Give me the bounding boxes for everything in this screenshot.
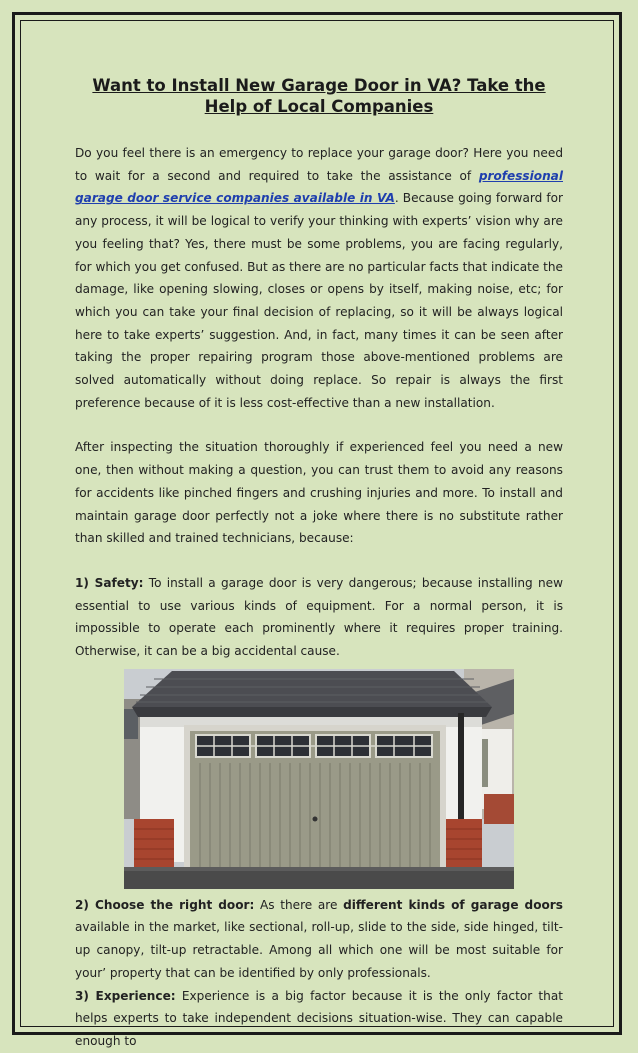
- choose-door-text: available in the market, like sectional, roll-up, slide to the side, side hinged, tilt-up canopy, tilt-up retractable. Among all which one will be most suitable for your’ property that can be identified by only professionals.: [75, 920, 563, 980]
- garage-door-photo: [124, 669, 514, 889]
- paragraph-choose-door: [75, 894, 563, 985]
- choose-door-label: 2) Choose the right door:: [75, 897, 255, 912]
- paragraph-inspection: After inspecting the situation thoroughly if experienced feel you need a new one, then without making a question, you can trust them to avoid any reasons for accidents like pinched fingers and crushing injuries and more. To install and maintain garage door perfectly not a joke where there is no substitute rather than skilled and trained technicians, because:: [75, 440, 563, 546]
- safety-text: To install a garage door is very dangerous; because installing new essential to use various kinds of equipment. For a normal person, it is impossible to operate each prominently where it requires proper training. Otherwise, it can be a big accidental cause.: [75, 575, 563, 659]
- choose-door-text-start: As there are: [254, 897, 344, 912]
- paragraph-safety: [75, 572, 563, 663]
- intro-text-end: . Because going forward for any process, it will be logical to verify your thinking with experts’ vision why are you feeling that? Yes, there must be some problems, you are facing regularly, for which you get confused. But as there are no particular facts that indicate the damage, like opening slowing, closes or opens by itself, making noise, etc; for which you can take your final decision of replacing, so it will be always logical here to take experts’ suggestion. And, in fact, many times it can be seen after taking the proper repairing program those above-mentioned problems are solved automatically without doing replace. So repair is always the first preference because of it is less cost-effective than a new installation.: [75, 191, 564, 410]
- experience-text: Experience is a big factor because it is the only factor that helps experts to take independent decisions situation-wise. They can capable enough to: [75, 988, 563, 1048]
- paragraph-intro: [75, 142, 563, 414]
- intro-text-start: Do you feel there is an emergency to replace your garage door? Here you need to wait for a second and required to take the assistance of: [75, 146, 563, 183]
- document-body: [75, 75, 563, 1053]
- paragraph-experience: [75, 985, 563, 1053]
- document-title: Want to Install New Garage Door in VA? Take the Help of Local Companies: [92, 76, 546, 116]
- service-companies-link[interactable]: professional garage door service companies available in VA: [75, 168, 563, 206]
- experience-label: 3) Experience:: [75, 988, 176, 1003]
- safety-label: 1) Safety:: [75, 575, 144, 590]
- door-kinds-bold: different kinds of garage doors: [343, 897, 563, 912]
